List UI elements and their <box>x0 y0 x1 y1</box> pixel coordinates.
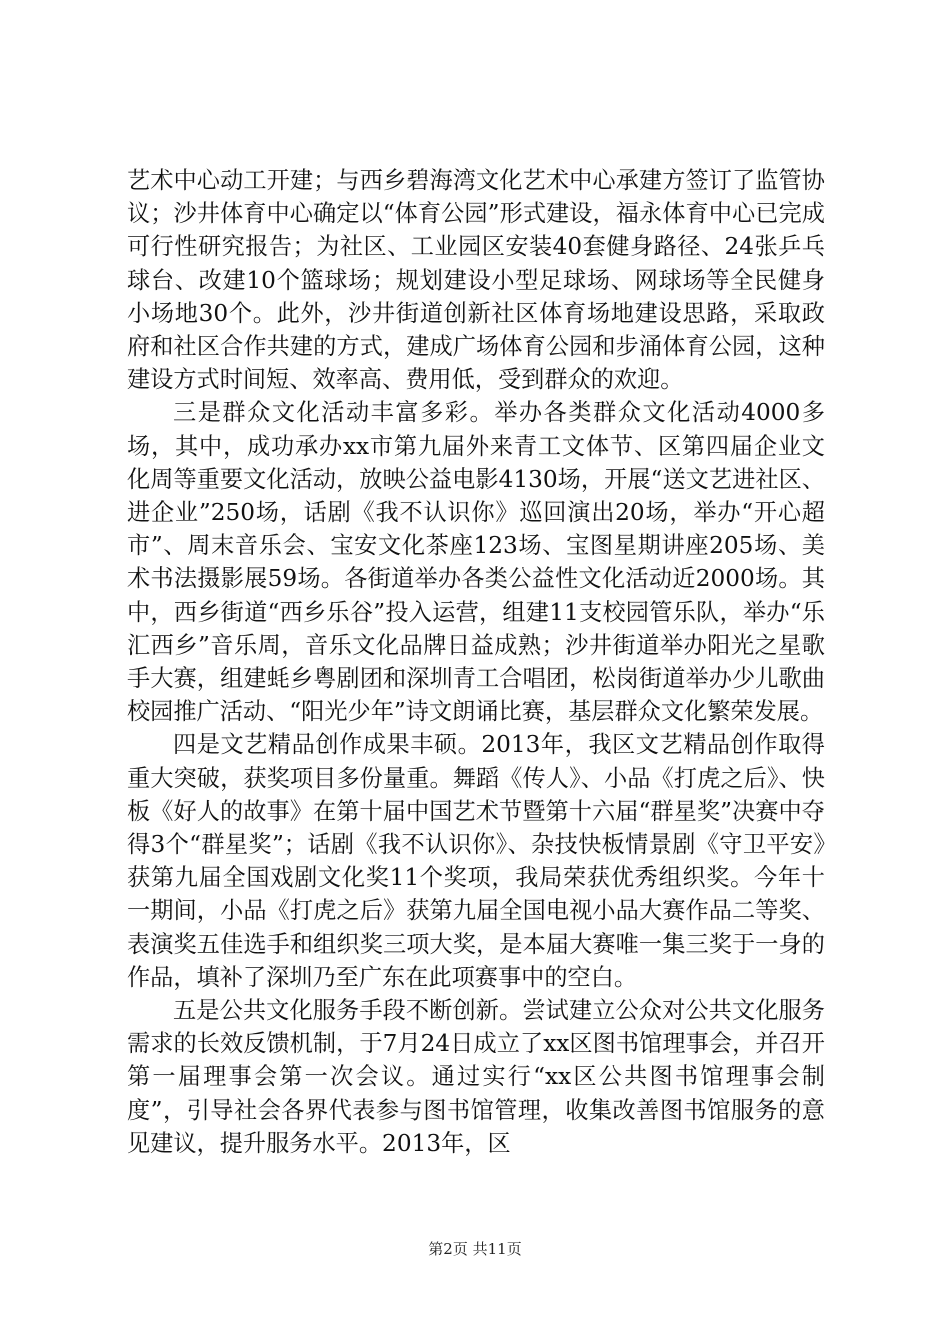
paragraph-public-service: 五是公共文化服务手段不断创新。尝试建立公众对公共文化服务需求的长效反馈机制，于7月24日成立了xx区图书馆理事会，并召开第一届理事会第一次会议。通过实行“xx区公共图书馆理事会制度”，引导社会各界代表参与图书馆管理，收集改善图书馆服务的意见建议，提升服务水平。2013年，区 <box>127 997 825 1157</box>
paragraph-continuation: 艺术中心动工开建；与西乡碧海湾文化艺术中心承建方签订了监管协议；沙井体育中心确定以“体育公园”形式建设，福永体育中心已完成可行性研究报告；为社区、工业园区安装40套健身路径、24张乒乓球台、改建10个篮球场；规划建设小型足球场、网球场等全民健身小场地30个。此外，沙井街道创新社区体育场地建设思路，采取政府和社区合作共建的方式，建成广场体育公园和步涌体育公园，这种建设方式时间短、效率高、费用低，受到群众的欢迎。 <box>127 167 825 394</box>
page-footer: 第2页 共11页 <box>428 1240 522 1258</box>
paragraph-art-works: 四是文艺精品创作成果丰硕。2013年，我区文艺精品创作取得重大突破，获奖项目多份量重。舞蹈《传人》、小品《打虎之后》、快板《好人的故事》在第十届中国艺术节暨第十六届“群星奖”决赛中夺得3个“群星奖”；话剧《我不认识你》、杂技快板情景剧《守卫平安》获第九届全国戏剧文化奖11个奖项，我局荣获优秀组织奖。今年十一期间，小品《打虎之后》获第九届全国电视小品大赛作品二等奖、表演奖五佳选手和组织奖三项大奖，是本届大赛唯一集三奖于一身的作品，填补了深圳乃至广东在此项赛事中的空白。 <box>127 731 825 991</box>
paragraph-cultural-activities: 三是群众文化活动丰富多彩。举办各类群众文化活动4000多场，其中，成功承办xx市第九届外来青工文体节、区第四届企业文化周等重要文化活动，放映公益电影4130场，开展“送文艺进社区、进企业”250场，话剧《我不认识你》巡回演出20场，举办“开心超市”、周末音乐会、宝安文化茶座123场、宝图星期讲座205场、美术书法摄影展59场。各街道举办各类公益性文化活动近2000场。其中，西乡街道“西乡乐谷”投入运营，组建11支校园管乐队，举办“乐汇西乡”音乐周，音乐文化品牌日益成熟；沙井街道举办阳光之星歌手大赛，组建蚝乡粤剧团和深圳青工合唱团，松岗街道举办少儿歌曲校园推广活动、“阳光少年”诗文朗诵比赛，基层群众文化繁荣发展。 <box>127 399 825 726</box>
document-body <box>127 164 825 1160</box>
